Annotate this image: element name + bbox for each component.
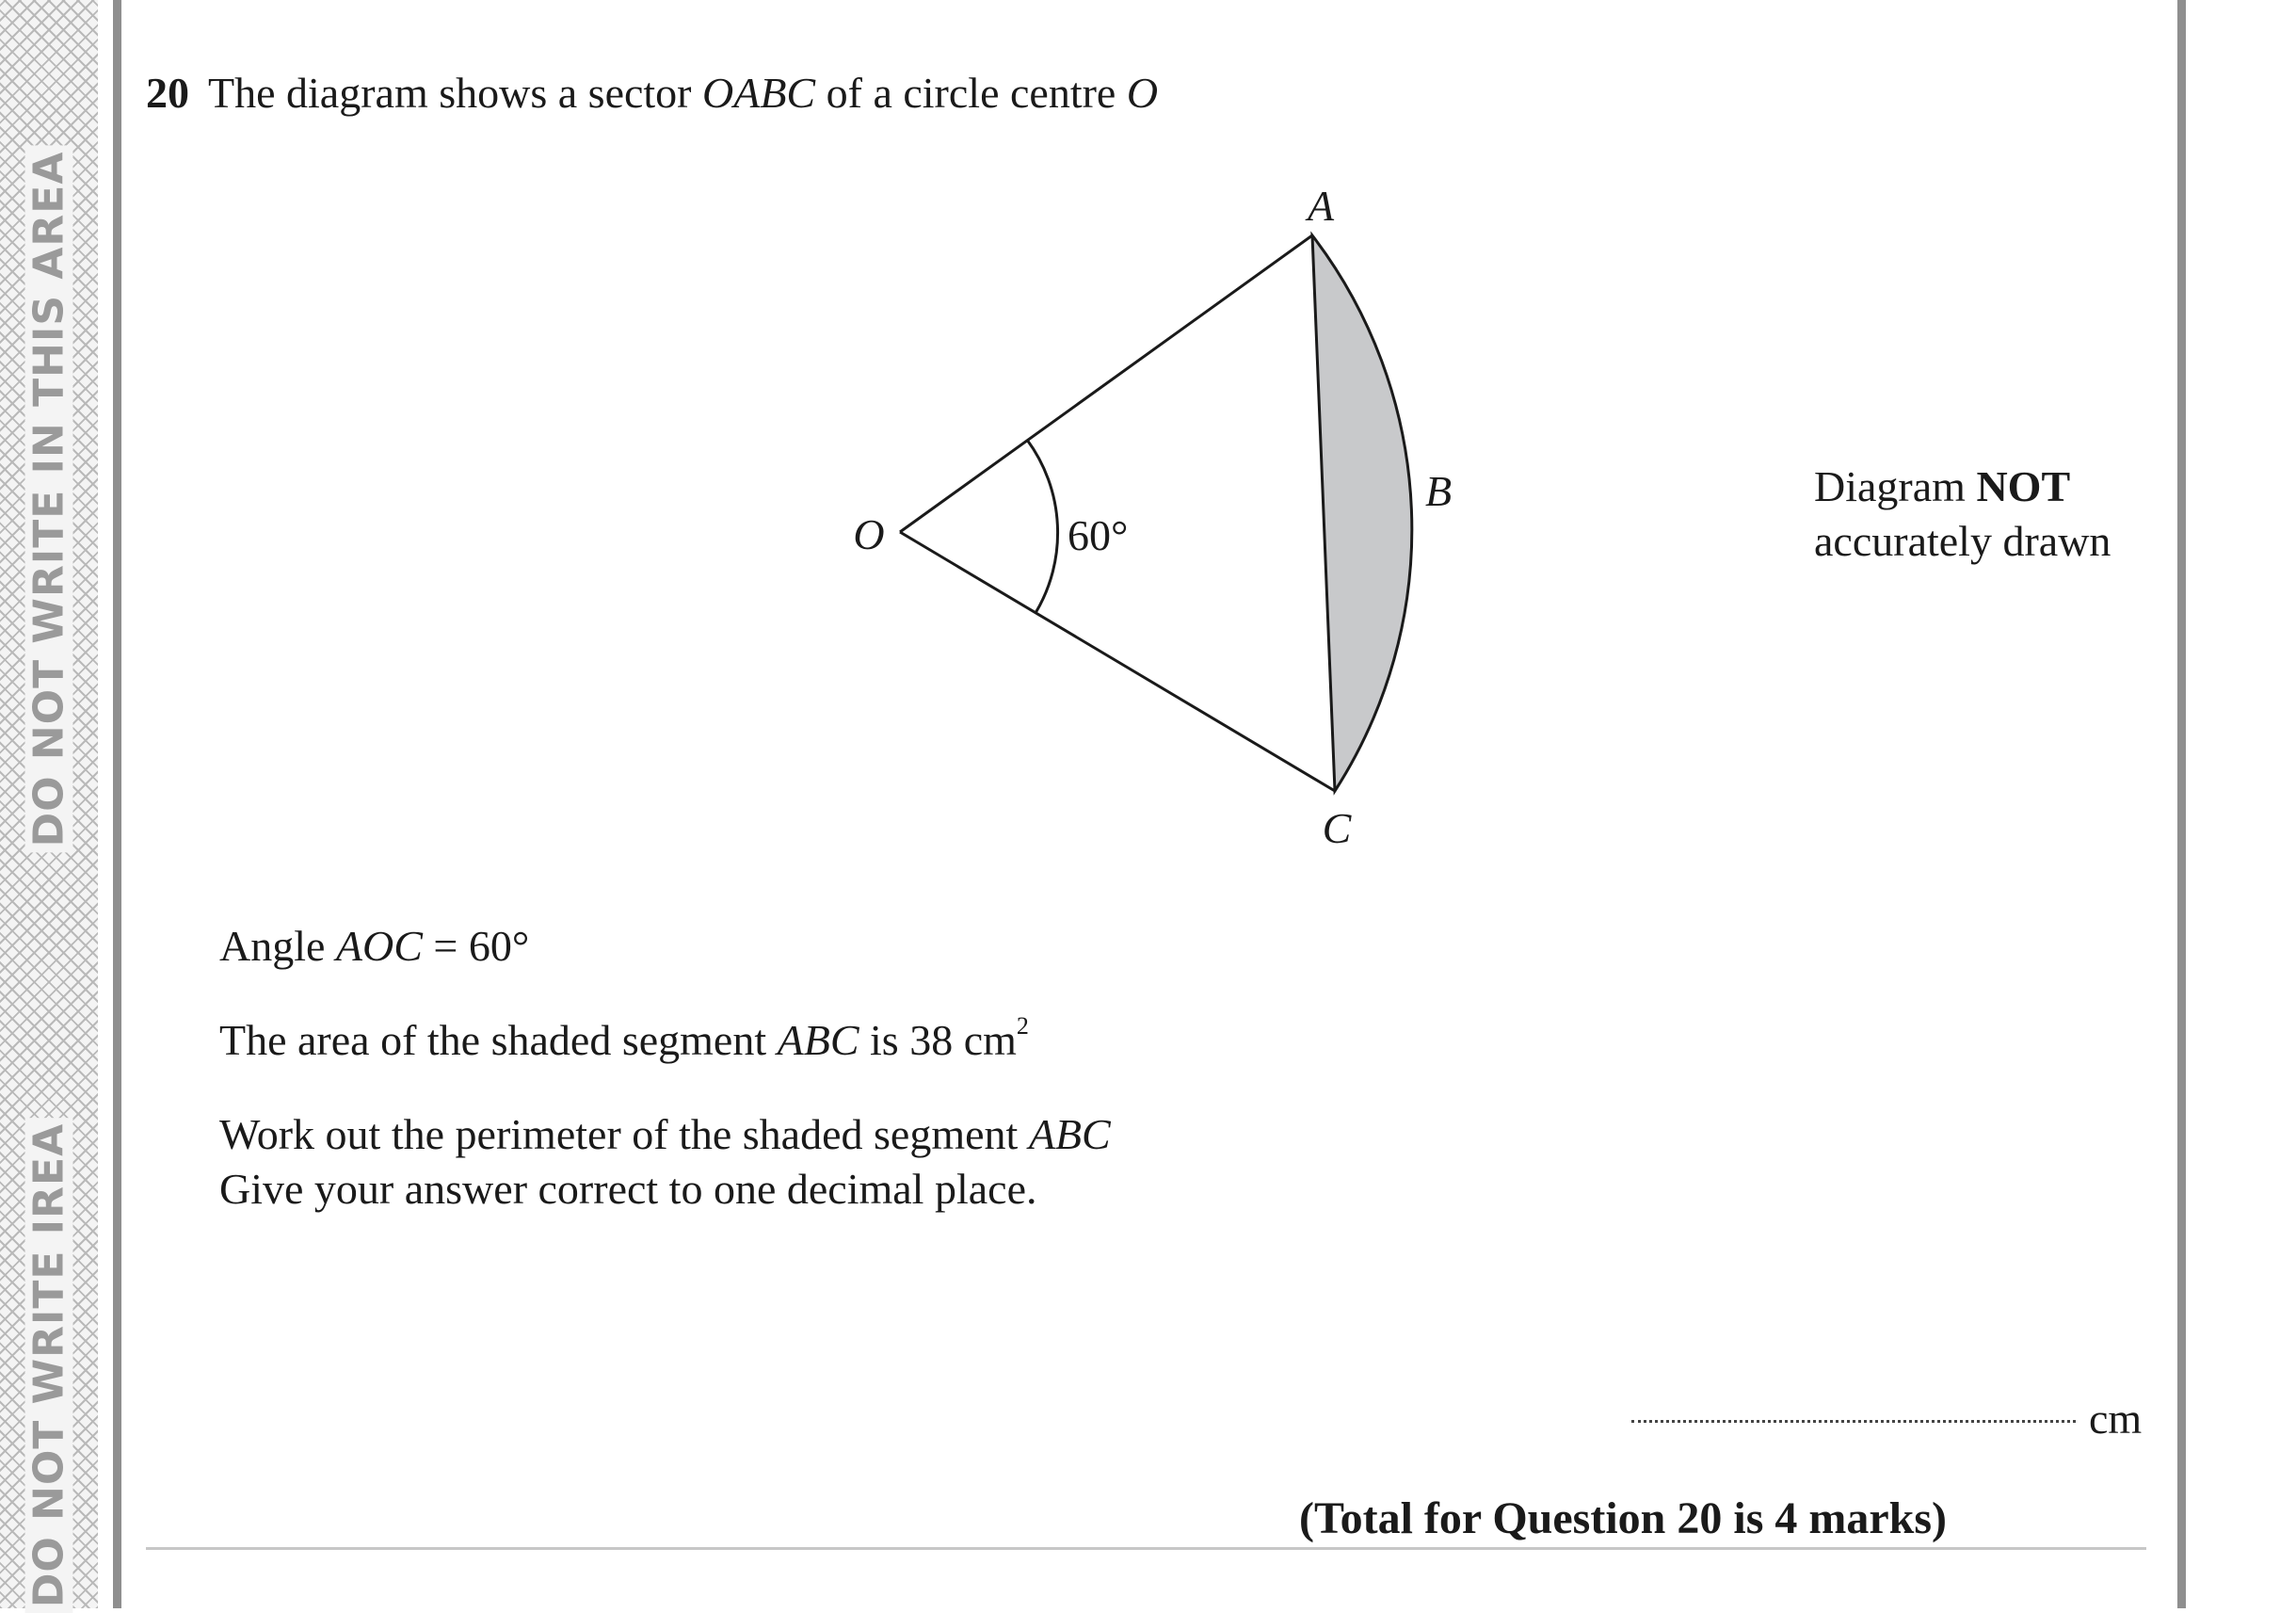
angle-prefix: Angle [219, 922, 336, 970]
question-divider [146, 1547, 2146, 1550]
question-intro-mid: of a circle centre [815, 69, 1127, 117]
centre-name: O [1126, 69, 1159, 117]
angle-label: 60° [1068, 511, 1129, 559]
question-intro-text: The diagram shows a sector [208, 69, 703, 117]
task-prefix: Work out the perimeter of the shaded segment [219, 1110, 1029, 1158]
sector-name: OABC [702, 69, 816, 117]
area-prefix: The area of the shaded segment [219, 1016, 778, 1064]
diagram-not-accurate-note [1814, 460, 2111, 569]
question-number: 20 [146, 69, 189, 117]
label-B: B [1424, 467, 1453, 515]
area-exponent: 2 [1016, 1011, 1029, 1040]
shaded-segment [1312, 235, 1412, 791]
total-marks: (Total for Question 20 is 4 marks) [1299, 1493, 1948, 1543]
area-var: ABC [777, 1016, 859, 1064]
precision-instruction: Give your answer correct to one decimal place. [219, 1165, 1037, 1213]
radius-OA [900, 235, 1312, 532]
task-var: ABC [1028, 1110, 1111, 1158]
note-text: Diagram [1814, 462, 1977, 510]
label-C: C [1322, 804, 1352, 852]
do-not-write-label-bottom: DO NOT WRITE IREA [25, 1118, 73, 1613]
note-emphasis: NOT [1976, 462, 2071, 510]
task-statement [219, 1109, 1111, 1159]
radius-OC [900, 532, 1335, 791]
area-value: is 38 cm [859, 1016, 1017, 1064]
angle-var: AOC [335, 922, 423, 970]
answer-line[interactable] [1631, 1420, 2076, 1423]
answer-unit: cm [2089, 1395, 2143, 1443]
angle-value: = 60° [422, 922, 530, 970]
angle-statement [219, 921, 529, 971]
label-O: O [853, 510, 885, 558]
note-line-2: accurately drawn [1814, 517, 2111, 565]
do-not-write-label-top: DO NOT WRITE IN THIS AREA [25, 146, 73, 853]
area-statement [219, 1011, 1029, 1065]
label-A: A [1307, 182, 1335, 230]
angle-arc [1027, 440, 1058, 613]
